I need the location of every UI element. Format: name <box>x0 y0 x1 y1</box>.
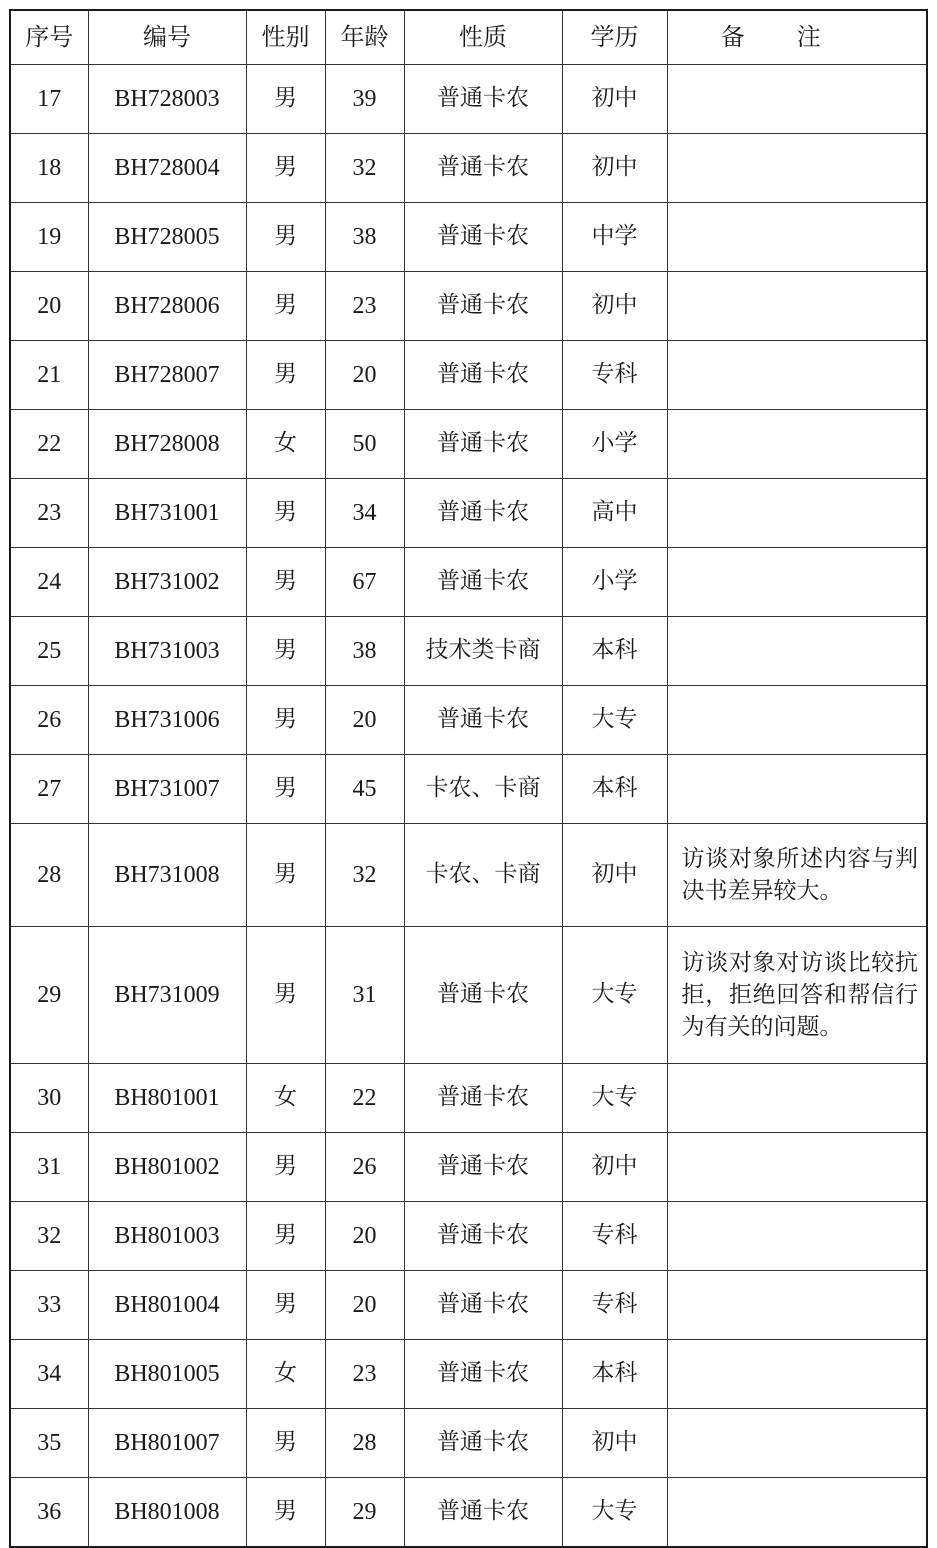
cell-gender: 男 <box>246 479 325 548</box>
table-row <box>10 1340 927 1409</box>
cell-seq: 27 <box>10 755 88 824</box>
cell-remark <box>667 686 927 755</box>
cell-gender: 男 <box>246 824 325 927</box>
cell-type: 普通卡农 <box>404 65 562 134</box>
cell-education: 专科 <box>562 1202 667 1271</box>
cell-id: BH728004 <box>88 134 246 203</box>
cell-gender: 女 <box>246 1064 325 1133</box>
cell-education: 初中 <box>562 1133 667 1202</box>
cell-age: 20 <box>325 341 404 410</box>
cell-id: BH801005 <box>88 1340 246 1409</box>
column-header-age: 年龄 <box>325 10 404 65</box>
cell-seq: 28 <box>10 824 88 927</box>
cell-id: BH731003 <box>88 617 246 686</box>
cell-age: 67 <box>325 548 404 617</box>
cell-age: 32 <box>325 824 404 927</box>
table-row <box>10 686 927 755</box>
cell-remark <box>667 134 927 203</box>
cell-id: BH728007 <box>88 341 246 410</box>
cell-id: BH801008 <box>88 1478 246 1548</box>
cell-gender: 男 <box>246 1202 325 1271</box>
header-row <box>10 10 927 65</box>
cell-type: 普通卡农 <box>404 1271 562 1340</box>
cell-seq: 34 <box>10 1340 88 1409</box>
table-row <box>10 479 927 548</box>
cell-age: 38 <box>325 617 404 686</box>
table-body <box>10 65 927 1548</box>
cell-seq: 32 <box>10 1202 88 1271</box>
cell-remark: 访谈对象对访谈比较抗拒，拒绝回答和帮信行为有关的问题。 <box>667 927 927 1064</box>
cell-education: 高中 <box>562 479 667 548</box>
cell-remark <box>667 272 927 341</box>
cell-seq: 36 <box>10 1478 88 1548</box>
cell-education: 小学 <box>562 548 667 617</box>
cell-gender: 女 <box>246 410 325 479</box>
cell-id: BH801001 <box>88 1064 246 1133</box>
cell-id: BH801004 <box>88 1271 246 1340</box>
cell-gender: 男 <box>246 1478 325 1548</box>
cell-remark <box>667 203 927 272</box>
cell-age: 20 <box>325 1271 404 1340</box>
cell-gender: 男 <box>246 755 325 824</box>
cell-age: 34 <box>325 479 404 548</box>
cell-age: 29 <box>325 1478 404 1548</box>
table-row <box>10 824 927 927</box>
cell-remark <box>667 617 927 686</box>
cell-age: 38 <box>325 203 404 272</box>
cell-gender: 男 <box>246 927 325 1064</box>
cell-seq: 24 <box>10 548 88 617</box>
table-row <box>10 548 927 617</box>
cell-seq: 22 <box>10 410 88 479</box>
cell-age: 20 <box>325 686 404 755</box>
table-row <box>10 1202 927 1271</box>
cell-remark: 访谈对象所述内容与判决书差异较大。 <box>667 824 927 927</box>
table-row <box>10 272 927 341</box>
table-row <box>10 1133 927 1202</box>
cell-gender: 男 <box>246 686 325 755</box>
cell-remark <box>667 1202 927 1271</box>
cell-education: 初中 <box>562 65 667 134</box>
cell-gender: 男 <box>246 341 325 410</box>
cell-seq: 19 <box>10 203 88 272</box>
table-header <box>10 10 927 65</box>
cell-education: 初中 <box>562 272 667 341</box>
cell-id: BH728008 <box>88 410 246 479</box>
cell-type: 普通卡农 <box>404 134 562 203</box>
column-header-type: 性质 <box>404 10 562 65</box>
cell-remark <box>667 1478 927 1548</box>
cell-id: BH728003 <box>88 65 246 134</box>
cell-age: 50 <box>325 410 404 479</box>
cell-age: 39 <box>325 65 404 134</box>
cell-education: 本科 <box>562 755 667 824</box>
cell-id: BH731007 <box>88 755 246 824</box>
cell-education: 专科 <box>562 341 667 410</box>
table-row <box>10 617 927 686</box>
cell-gender: 男 <box>246 65 325 134</box>
cell-remark <box>667 479 927 548</box>
cell-age: 45 <box>325 755 404 824</box>
cell-seq: 20 <box>10 272 88 341</box>
cell-seq: 17 <box>10 65 88 134</box>
cell-remark <box>667 65 927 134</box>
table-row <box>10 341 927 410</box>
cell-age: 32 <box>325 134 404 203</box>
cell-type: 普通卡农 <box>404 1202 562 1271</box>
table-row <box>10 134 927 203</box>
cell-seq: 33 <box>10 1271 88 1340</box>
cell-seq: 29 <box>10 927 88 1064</box>
cell-gender: 男 <box>246 272 325 341</box>
cell-education: 大专 <box>562 686 667 755</box>
cell-education: 初中 <box>562 1409 667 1478</box>
cell-type: 普通卡农 <box>404 272 562 341</box>
table-row <box>10 203 927 272</box>
cell-type: 普通卡农 <box>404 1340 562 1409</box>
cell-seq: 21 <box>10 341 88 410</box>
column-header-id: 编号 <box>88 10 246 65</box>
cell-remark <box>667 410 927 479</box>
cell-education: 中学 <box>562 203 667 272</box>
table-row <box>10 1064 927 1133</box>
cell-education: 大专 <box>562 1478 667 1548</box>
cell-type: 技术类卡商 <box>404 617 562 686</box>
cell-age: 23 <box>325 272 404 341</box>
cell-type: 普通卡农 <box>404 203 562 272</box>
cell-seq: 26 <box>10 686 88 755</box>
cell-id: BH731006 <box>88 686 246 755</box>
cell-id: BH731001 <box>88 479 246 548</box>
cell-type: 普通卡农 <box>404 1409 562 1478</box>
cell-age: 23 <box>325 1340 404 1409</box>
cell-age: 20 <box>325 1202 404 1271</box>
cell-age: 31 <box>325 927 404 1064</box>
cell-seq: 25 <box>10 617 88 686</box>
cell-gender: 男 <box>246 1409 325 1478</box>
cell-id: BH731009 <box>88 927 246 1064</box>
cell-gender: 男 <box>246 203 325 272</box>
cell-type: 普通卡农 <box>404 927 562 1064</box>
cell-age: 28 <box>325 1409 404 1478</box>
table-row <box>10 1409 927 1478</box>
column-header-remark: 备注 <box>667 10 927 65</box>
cell-type: 普通卡农 <box>404 686 562 755</box>
cell-gender: 男 <box>246 617 325 686</box>
cell-id: BH728006 <box>88 272 246 341</box>
table-row <box>10 1478 927 1548</box>
cell-id: BH731008 <box>88 824 246 927</box>
cell-remark <box>667 1133 927 1202</box>
cell-id: BH728005 <box>88 203 246 272</box>
cell-education: 专科 <box>562 1271 667 1340</box>
cell-education: 初中 <box>562 134 667 203</box>
cell-id: BH801002 <box>88 1133 246 1202</box>
table-row <box>10 1271 927 1340</box>
cell-id: BH801007 <box>88 1409 246 1478</box>
cell-type: 普通卡农 <box>404 341 562 410</box>
cell-education: 初中 <box>562 824 667 927</box>
cell-education: 大专 <box>562 927 667 1064</box>
cell-remark <box>667 341 927 410</box>
cell-id: BH801003 <box>88 1202 246 1271</box>
column-header-education: 学历 <box>562 10 667 65</box>
table-row <box>10 927 927 1064</box>
cell-type: 卡农、卡商 <box>404 824 562 927</box>
cell-education: 本科 <box>562 1340 667 1409</box>
cell-type: 普通卡农 <box>404 410 562 479</box>
cell-type: 普通卡农 <box>404 1064 562 1133</box>
respondent-table <box>9 9 928 1548</box>
cell-education: 小学 <box>562 410 667 479</box>
table-row <box>10 410 927 479</box>
cell-gender: 男 <box>246 1133 325 1202</box>
cell-age: 22 <box>325 1064 404 1133</box>
cell-remark <box>667 548 927 617</box>
cell-type: 普通卡农 <box>404 1478 562 1548</box>
cell-gender: 男 <box>246 1271 325 1340</box>
cell-remark <box>667 1064 927 1133</box>
cell-type: 卡农、卡商 <box>404 755 562 824</box>
cell-type: 普通卡农 <box>404 479 562 548</box>
cell-seq: 35 <box>10 1409 88 1478</box>
table-row <box>10 65 927 134</box>
cell-education: 本科 <box>562 617 667 686</box>
table-row <box>10 755 927 824</box>
cell-id: BH731002 <box>88 548 246 617</box>
cell-seq: 31 <box>10 1133 88 1202</box>
cell-type: 普通卡农 <box>404 548 562 617</box>
cell-remark <box>667 1409 927 1478</box>
cell-gender: 男 <box>246 134 325 203</box>
cell-remark <box>667 755 927 824</box>
cell-gender: 女 <box>246 1340 325 1409</box>
cell-seq: 23 <box>10 479 88 548</box>
cell-age: 26 <box>325 1133 404 1202</box>
cell-gender: 男 <box>246 548 325 617</box>
column-header-gender: 性别 <box>246 10 325 65</box>
column-header-seq: 序号 <box>10 10 88 65</box>
cell-type: 普通卡农 <box>404 1133 562 1202</box>
cell-remark <box>667 1340 927 1409</box>
cell-education: 大专 <box>562 1064 667 1133</box>
cell-seq: 30 <box>10 1064 88 1133</box>
cell-seq: 18 <box>10 134 88 203</box>
cell-remark <box>667 1271 927 1340</box>
